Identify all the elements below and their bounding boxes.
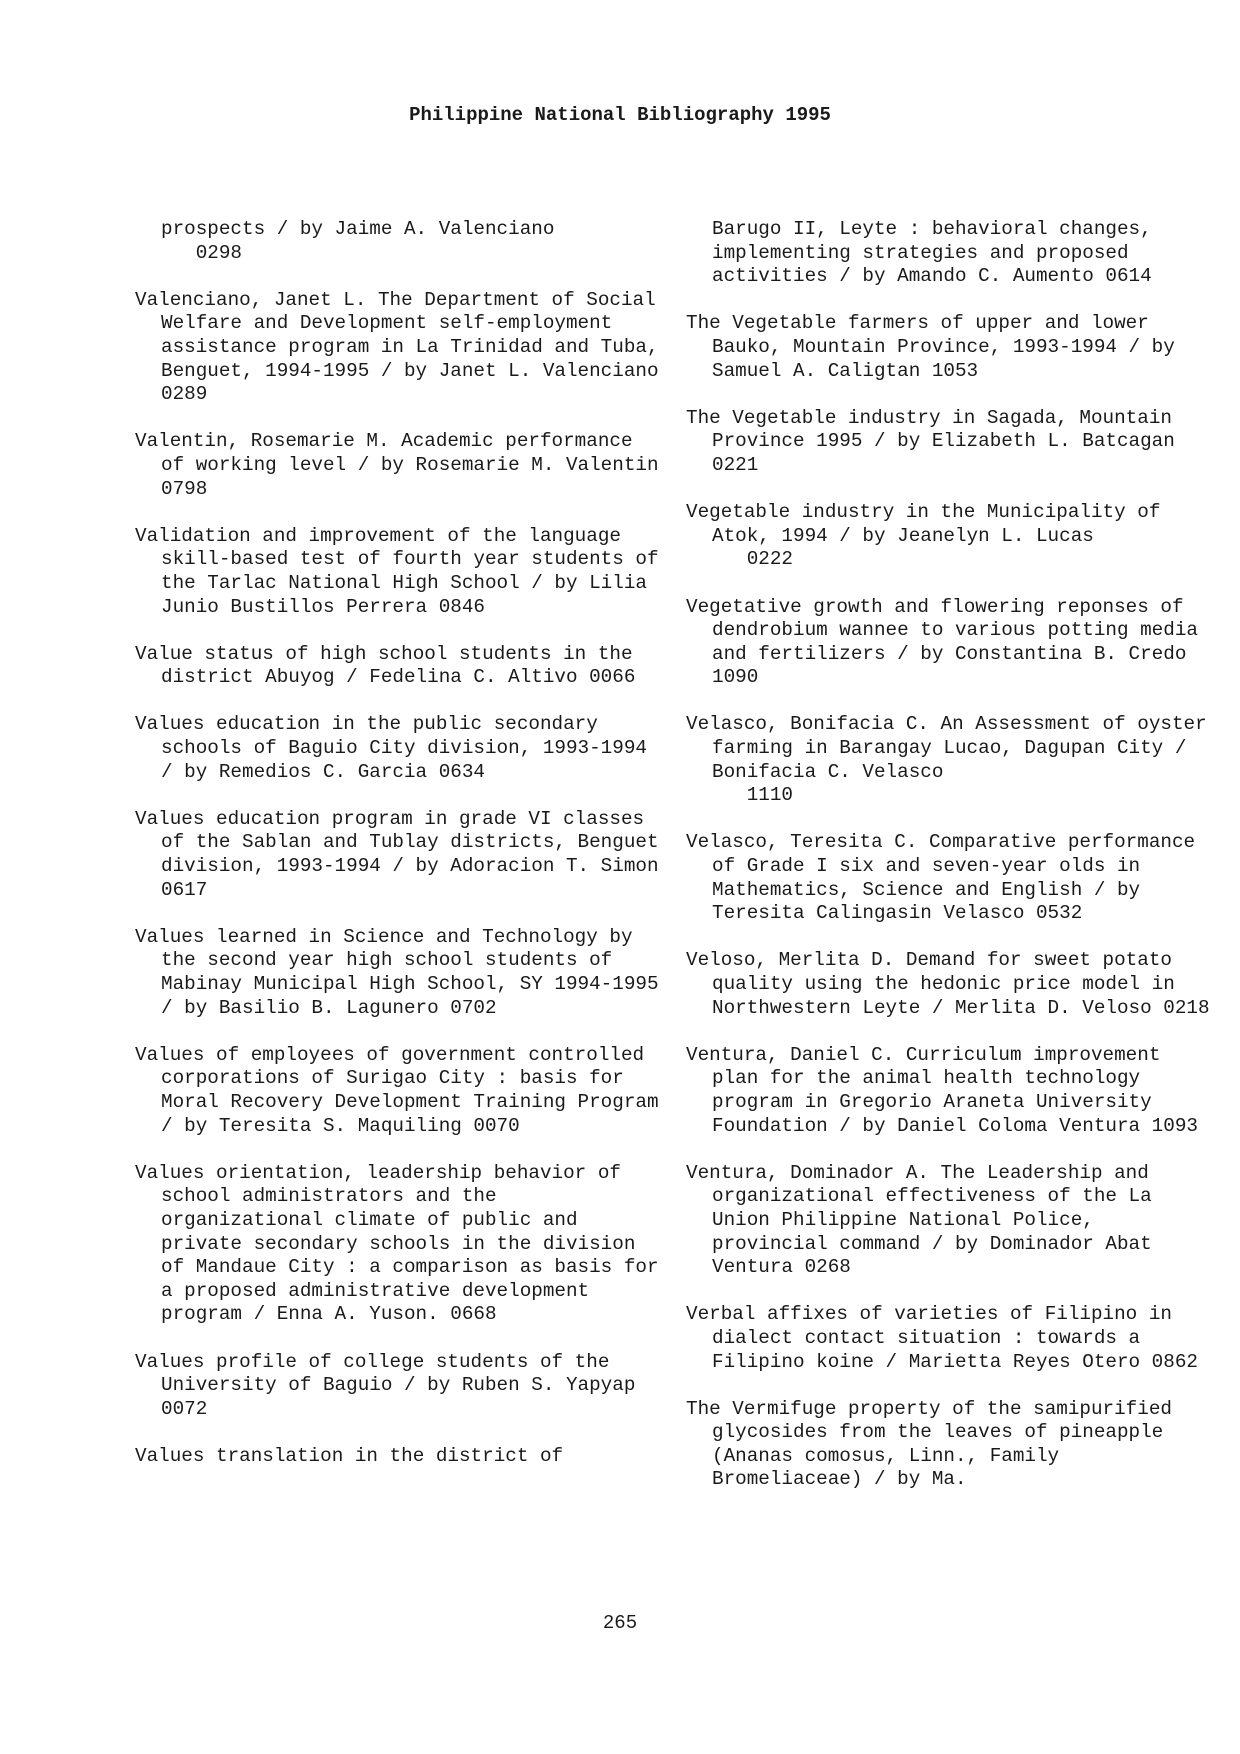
bibliography-entry: Values of employees of government controlled corporations of Surigao City : basis for Moral Recovery Development Training Program / by Teresita S. Maquiling 0070 [135,1043,671,1137]
bibliography-entry: Vegetative growth and flowering reponses of dendrobium wannee to various potting media and fertilizers / by Constantina B. Credo 1090 [686,595,1210,689]
bibliography-entry: Values learned in Science and Technology by the second year high school students of Mabinay Municipal High School, SY 1994-1995 / by Basilio B. Lagunero 0702 [135,925,671,1019]
page-number: 265 [602,1612,638,1634]
bibliography-entry: Values education in the public secondary schools of Baguio City division, 1993-1994 / by Remedios C. Garcia 0634 [135,713,659,783]
bibliography-entry: Veloso, Merlita D. Demand for sweet potato quality using the hedonic price model in Northwestern Leyte / Merlita D. Veloso 0218 [686,949,1210,1019]
left-column [135,218,671,1492]
bibliography-entry: prospects / by Jaime A. Valenciano 0298 [161,218,555,264]
bibliography-entry: Ventura, Dominador A. The Leadership and organizational effectiveness of the La Union Philippine National Police, provincial command / by Dominador Abat Ventura 0268 [686,1161,1164,1279]
bibliography-entry: Value status of high school students in the district Abuyog / Fedelina C. Altivo 0066 [135,642,645,689]
bibliography-entry: Velasco, Teresita C. Comparative performance of Grade I six and seven-year olds in Mathematics, Science and English / by Teresita Calingasin Velasco 0532 [686,831,1207,925]
right-column [686,218,1216,1516]
bibliography-entry: Values education program in grade VI classes of the Sablan and Tublay districts, Benguet division, 1993-1994 / by Adoracion T. Simon 0617 [135,807,671,901]
bibliography-entry: Values translation in the district of [135,1444,564,1467]
bibliography-entry: Values orientation, leadership behavior of school administrators and the organizational climate of public and private secondary schools in the division of Mandaue City : a comparison as basis for a proposed administrative development program / Enna A. Yuson. 0668 [135,1161,671,1326]
bibliography-entry: The Vegetable farmers of upper and lower Bauko, Mountain Province, 1993-1994 / by Samuel A. Caligtan 1053 [686,312,1187,382]
bibliography-entry: Values profile of college students of the University of Baguio / by Ruben S. Yapyap 0072 [135,1350,647,1420]
bibliography-entry: The Vegetable industry in Sagada, Mountain Province 1995 / by Elizabeth L. Batcagan 0221 [686,406,1187,476]
bibliography-entry: Barugo II, Leyte : behavioral changes, implementing strategies and proposed activities / by Amando C. Aumento 0614 [712,218,1164,288]
bibliography-entry: Valenciano, Janet L. The Department of Social Welfare and Development self-employment assistance program in La Trinidad and Tuba, Benguet, 1994-1995 / by Janet L. Valenciano 0289 [135,288,671,406]
bibliography-entry: The Vermifuge property of the samipurified glycosides from the leaves of pineapple (Ananas comosus, Linn., Family Bromeliaceae) / by Ma. [686,1397,1184,1491]
page-title: Philippine National Bibliography 1995 [409,104,831,126]
bibliography-entry: Ventura, Daniel C. Curriculum improvement plan for the animal health technology program in Gregorio Araneta University Foundation / by Daniel Coloma Ventura 1093 [686,1043,1198,1137]
bibliography-entry: Valentin, Rosemarie M. Academic performance of working level / by Rosemarie M. Valentin 0798 [135,430,671,500]
bibliography-entry: Vegetable industry in the Municipality of Atok, 1994 / by Jeanelyn L. Lucas 0222 [686,501,1161,571]
bibliography-entry: Validation and improvement of the language skill-based test of fourth year students of the Tarlac National High School / by Lilia Junio Bustillos Perrera 0846 [135,524,671,618]
bibliography-entry: Verbal affixes of varieties of Filipino in dialect contact situation : towards a Filipino koine / Marietta Reyes Otero 0862 [686,1303,1198,1373]
bibliography-entry: Velasco, Bonifacia C. An Assessment of oyster farming in Barangay Lucao, Dagupan City / Bonifacia C. Velasco 1110 [686,713,1207,807]
